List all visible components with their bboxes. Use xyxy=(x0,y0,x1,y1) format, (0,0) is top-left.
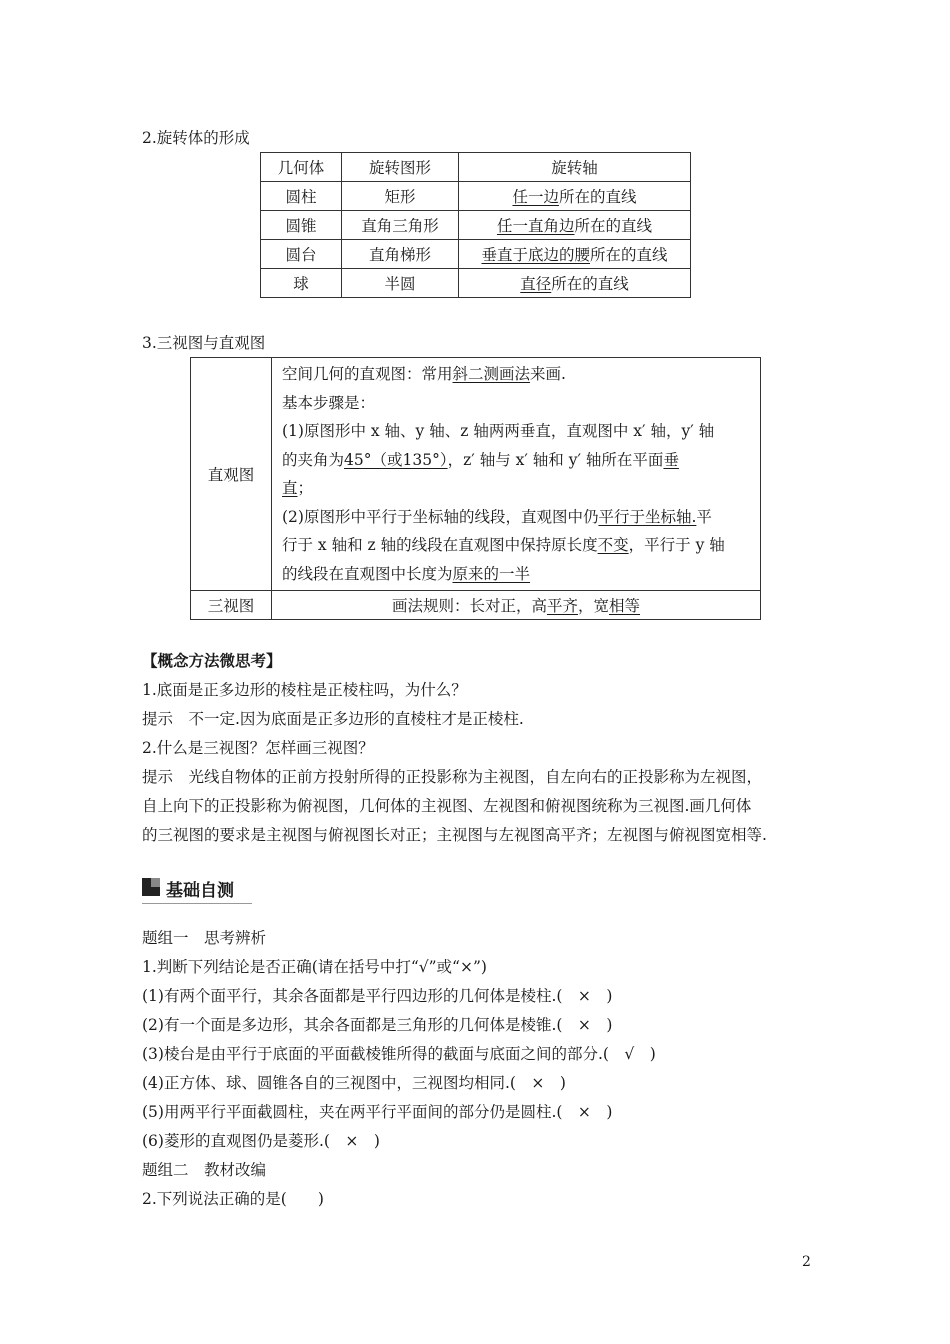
header-cell: 旋转图形 xyxy=(342,153,459,182)
group-title: 题组一 思考辨析 xyxy=(142,929,267,947)
answer: 相等 xyxy=(609,597,641,615)
table-row xyxy=(191,358,761,591)
list-item: (3)棱台是由平行于底面的平面截棱锥所得的截面与底面之间的部分.( √ ) xyxy=(142,1045,656,1063)
table-header-row xyxy=(261,153,691,182)
think-answer: 自上向下的正投影称为俯视图，几何体的主视图、左视图和俯视图统称为三视图.画几何体 xyxy=(142,797,752,815)
table-row xyxy=(191,591,761,620)
text: ，z′ 轴与 x′ 轴和 y′ 轴所在平面 xyxy=(447,450,664,469)
cell-body: 圆台 xyxy=(261,240,342,269)
axis-text: 所在的直线 xyxy=(574,217,653,235)
text-line: (1)原图形中 x 轴、y 轴、z 轴两两垂直，直观图中 x′ 轴，y′ 轴 xyxy=(282,422,715,440)
answer: 原来的一半 xyxy=(452,564,531,583)
think-question: 2.什么是三视图？怎样画三视图？ xyxy=(142,739,374,757)
cell-shape: 半圆 xyxy=(342,269,459,298)
header-cell: 旋转轴 xyxy=(459,153,691,182)
axis-answer: 任一直角边 xyxy=(496,217,575,235)
cell-axis xyxy=(459,269,691,298)
section-3-title: 3.三视图与直观图 xyxy=(142,334,266,352)
selftest-heading: 基础自测 xyxy=(166,881,234,901)
answer: 45°（或135°） xyxy=(344,450,448,469)
text: ，平行于 y 轴 xyxy=(628,536,725,554)
cell-label: 直观图 xyxy=(191,358,272,591)
heading-underline xyxy=(142,903,252,904)
text: 的线段在直观图中长度为 xyxy=(282,564,453,583)
cell-shape: 矩形 xyxy=(342,182,459,211)
views-table xyxy=(190,357,761,620)
answer: 平齐 xyxy=(546,597,578,615)
table-row xyxy=(261,269,691,298)
cell-body: 圆柱 xyxy=(261,182,342,211)
axis-text: 所在的直线 xyxy=(590,246,668,264)
cell-content xyxy=(272,358,761,591)
text: 的夹角为 xyxy=(282,450,345,469)
axis-answer: 任一边 xyxy=(512,188,559,206)
table-row xyxy=(261,182,691,211)
section-2-title: 2.旋转体的形成 xyxy=(142,129,250,147)
text: 来画. xyxy=(530,365,566,383)
think-heading: 【概念方法微思考】 xyxy=(142,651,282,670)
axis-answer: 垂直于底边的腰 xyxy=(481,246,590,264)
cell-shape: 直角梯形 xyxy=(342,240,459,269)
cell-axis xyxy=(459,182,691,211)
text: 画法规则：长对正，高 xyxy=(391,597,547,615)
text: 平 xyxy=(696,507,712,526)
page-number: 2 xyxy=(802,1254,811,1270)
cell-shape: 直角三角形 xyxy=(342,211,459,240)
answer: 垂 xyxy=(663,450,679,469)
list-item: (2)有一个面是多边形，其余各面都是三角形的几何体是棱锥.( × ) xyxy=(142,1016,613,1034)
cell-body: 圆锥 xyxy=(261,211,342,240)
table-row xyxy=(261,240,691,269)
group-title: 题组二 教材改编 xyxy=(142,1161,267,1179)
list-item: (4)正方体、球、圆锥各自的三视图中，三视图均相同.( × ) xyxy=(142,1074,566,1092)
cell-axis xyxy=(459,211,691,240)
text-line xyxy=(282,531,750,560)
think-answer: 提示 光线自物体的正前方投射所得的正投影称为主视图，自左向右的正投影称为左视图， xyxy=(142,768,763,786)
rotation-body-table xyxy=(260,152,691,298)
think-question: 1.底面是正多边形的棱柱是正棱柱吗，为什么？ xyxy=(142,681,467,699)
cell-content xyxy=(272,591,761,620)
cell-axis xyxy=(459,240,691,269)
cell-label: 三视图 xyxy=(191,591,272,620)
section-marker-accent xyxy=(151,878,160,887)
text-line xyxy=(282,360,750,389)
text: ； xyxy=(297,479,314,497)
header-cell: 几何体 xyxy=(261,153,342,182)
text: (2)原图形中平行于坐标轴的线段，直观图中仍 xyxy=(282,507,599,526)
axis-text: 所在的直线 xyxy=(551,275,629,293)
answer: 斜二测画法 xyxy=(452,365,531,383)
cell-body: 球 xyxy=(261,269,342,298)
table-row xyxy=(261,211,691,240)
list-item: (5)用两平行平面截圆柱，夹在两平行平面间的部分仍是圆柱.( × ) xyxy=(142,1103,613,1121)
list-item: (6)菱形的直观图仍是菱形.( × ) xyxy=(142,1132,380,1150)
list-item: (1)有两个面平行，其余各面都是平行四边形的几何体是棱柱.( × ) xyxy=(142,987,613,1005)
question: 1.判断下列结论是否正确(请在括号中打“√”或“×”) xyxy=(142,958,487,976)
answer: 平行于坐标轴. xyxy=(598,507,697,526)
text: 行于 x 轴和 z 轴的线段在直观图中保持原长度 xyxy=(282,536,598,554)
answer: 不变 xyxy=(597,536,629,554)
text-line xyxy=(282,446,750,475)
think-answer: 的三视图的要求是主视图与俯视图长对正；主视图与左视图高平齐；左视图与俯视图宽相等. xyxy=(142,826,767,844)
think-answer: 提示 不一定.因为底面是正多边形的直棱柱才是正棱柱. xyxy=(142,710,524,728)
text-line xyxy=(282,474,750,503)
text-line: 基本步骤是： xyxy=(282,393,376,412)
axis-answer: 直径 xyxy=(520,275,552,293)
axis-text: 所在的直线 xyxy=(559,188,637,206)
text: 空间几何的直观图：常用 xyxy=(282,365,453,383)
question: 2.下列说法正确的是( ) xyxy=(142,1190,324,1208)
text: ，宽 xyxy=(578,597,610,615)
answer: 直 xyxy=(282,479,298,497)
text-line xyxy=(282,503,750,532)
text-line xyxy=(282,560,750,589)
